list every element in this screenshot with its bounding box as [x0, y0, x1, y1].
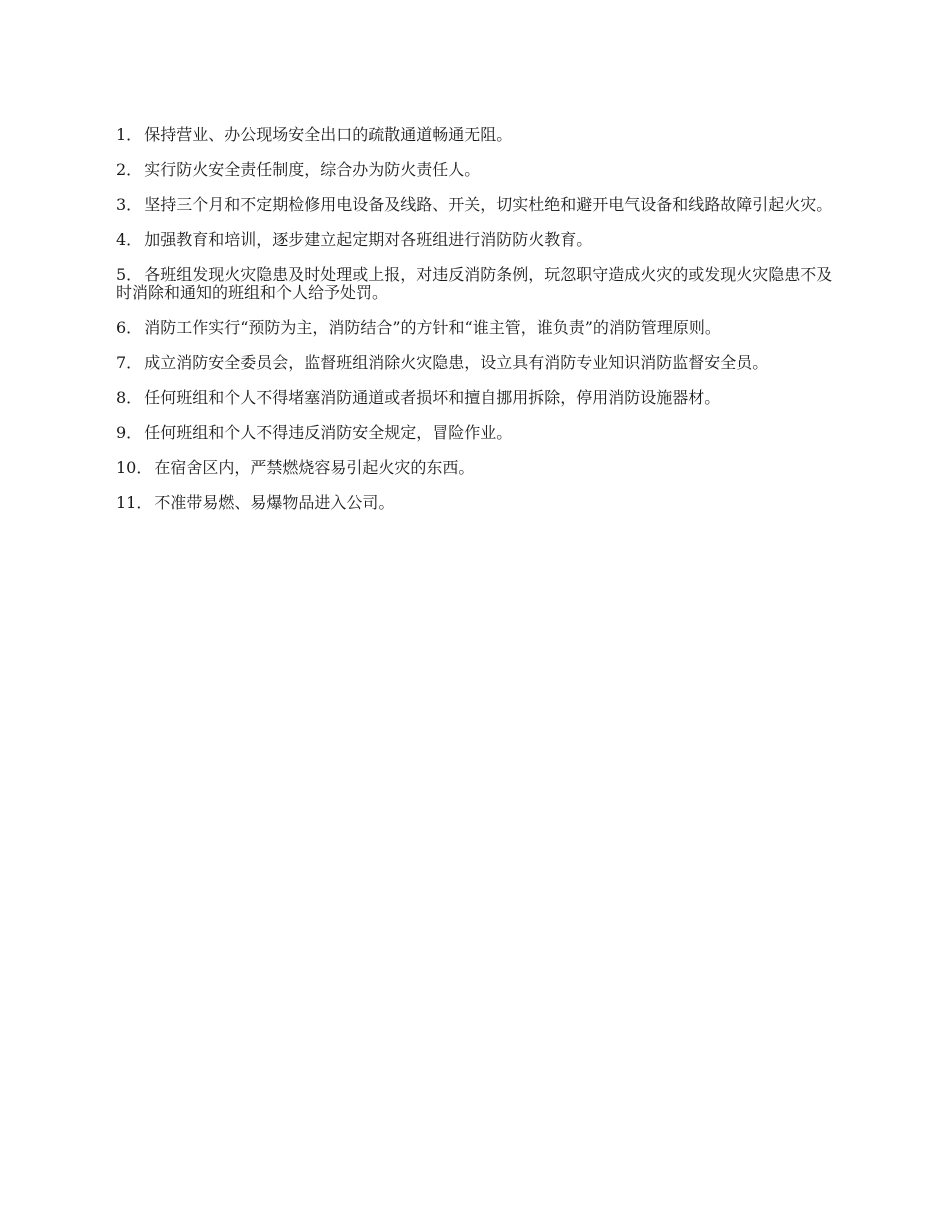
- item-text: 实行防火安全责任制度，综合办为防火责任人。: [144, 160, 481, 179]
- item-text: 保持营业、办公现场安全出口的疏散通道畅通无阻。: [144, 125, 513, 144]
- item-number: 4．: [116, 230, 143, 249]
- item-text: 在宿舍区内，严禁燃烧容易引起火灾的东西。: [154, 458, 475, 477]
- list-item: [116, 266, 836, 302]
- item-number: 9．: [116, 423, 143, 442]
- item-number: 1．: [116, 125, 143, 144]
- list-item: [116, 319, 836, 337]
- item-text: 不准带易燃、易爆物品进入公司。: [154, 493, 395, 512]
- list-item: [116, 354, 836, 372]
- item-text: 任何班组和个人不得违反消防安全规定，冒险作业。: [144, 423, 513, 442]
- item-number: 11．: [116, 493, 153, 512]
- list-item: [116, 494, 836, 512]
- list-item: [116, 389, 836, 407]
- list-item: [116, 161, 836, 179]
- list-item: [116, 196, 836, 214]
- item-number: 3．: [116, 195, 143, 214]
- list-item: [116, 459, 836, 477]
- item-text: 消防工作实行“预防为主，消防结合”的方针和“谁主管，谁负责”的消防管理原则。: [144, 318, 721, 337]
- item-text: 加强教育和培训，逐步建立起定期对各班组进行消防防火教育。: [144, 230, 593, 249]
- item-text: 各班组发现火灾隐患及时处理或上报，对违反消防条例，玩忽职守造成火灾的或发现火灾隐患不及时消除和通知的班组和个人给予处罚。: [116, 265, 833, 302]
- list-item: [116, 231, 836, 249]
- item-number: 5．: [116, 265, 143, 284]
- list-item: [116, 424, 836, 442]
- item-number: 6．: [116, 318, 143, 337]
- item-text: 任何班组和个人不得堵塞消防通道或者损坏和擅自挪用拆除，停用消防设施器材。: [144, 388, 721, 407]
- item-text: 成立消防安全委员会，监督班组消除火灾隐患，设立具有消防专业知识消防监督安全员。: [144, 353, 769, 372]
- list-item: [116, 126, 836, 144]
- item-number: 8．: [116, 388, 143, 407]
- item-text: 坚持三个月和不定期检修用电设备及线路、开关，切实杜绝和避开电气设备和线路故障引起火灾。: [144, 195, 833, 214]
- item-number: 2．: [116, 160, 143, 179]
- item-number: 7．: [116, 353, 143, 372]
- item-number: 10．: [116, 458, 153, 477]
- regulation-list: [116, 126, 836, 529]
